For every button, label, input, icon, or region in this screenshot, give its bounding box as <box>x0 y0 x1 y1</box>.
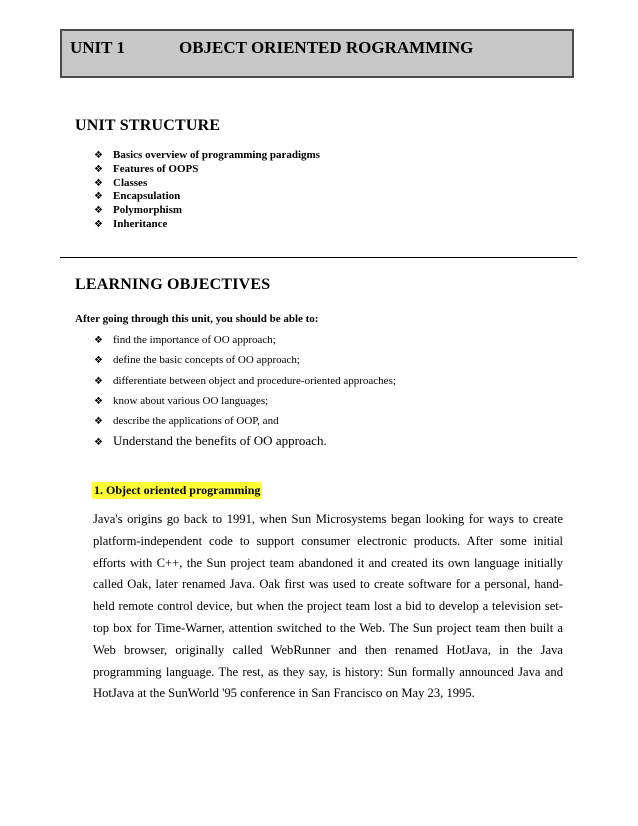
section-divider <box>60 257 577 258</box>
learning-objectives-list <box>94 332 396 454</box>
unit-number: UNIT 1 <box>70 38 125 57</box>
four-diamond-bullet-icon: ❖ <box>94 177 103 189</box>
list-item: ❖ Encapsulation <box>94 190 181 203</box>
four-diamond-bullet-icon: ❖ <box>94 395 103 407</box>
list-item: ❖ know about various OO languages; <box>94 393 396 413</box>
list-item: ❖ Inheritance <box>94 217 168 230</box>
four-diamond-bullet-icon: ❖ <box>94 375 103 387</box>
list-item: ❖ describe the applications of OOP, and <box>94 413 396 433</box>
unit-title: OBJECT ORIENTED ROGRAMMING <box>179 38 474 57</box>
list-item: ❖ Basics overview of programming paradigms <box>94 149 320 161</box>
four-diamond-bullet-icon: ❖ <box>94 355 103 367</box>
four-diamond-bullet-icon: ❖ <box>94 335 103 346</box>
four-diamond-bullet-icon: ❖ <box>94 150 103 161</box>
section-title-highlighted: 1. Object oriented programming <box>94 483 261 497</box>
learning-objectives-heading: LEARNING OBJECTIVES <box>75 276 271 293</box>
list-item: ❖ define the basic concepts of OO approach; <box>94 352 396 372</box>
four-diamond-bullet-icon: ❖ <box>94 416 103 428</box>
body-paragraph: Java's origins go back to 1991, when Sun Microsystems began looking for ways to create platform-independent code to support consumer electronic products. After some initial efforts with C++, the Sun project team abandoned it and created its own language initially called Oak, later renamed Java. Oak first was used to create software for a personal, hand-held remote control device, but when the project team lost a bid to develop a television set-top box for Time-Warner, attention switched to the Web. The Sun project team then built a Web browser, originally called WebRunner and then renamed HotJava, in the Java programming language. The rest, as they say, is history: Sun formally announced Java and HotJava at the SunWorld '95 conference in San Francisco on May 23, 1995. <box>93 512 563 701</box>
list-item: ❖ differentiate between object and procedure-oriented approaches; <box>94 373 396 393</box>
four-diamond-bullet-icon: ❖ <box>94 163 103 175</box>
list-item: ❖ Classes <box>94 176 148 189</box>
list-item: ❖ Polymorphism <box>94 204 183 217</box>
four-diamond-bullet-icon: ❖ <box>94 218 103 230</box>
unit-structure-heading: UNIT STRUCTURE <box>75 117 221 134</box>
list-item: ❖ Understand the benefits of OO approach. <box>94 433 396 453</box>
unit-structure-list <box>94 149 320 232</box>
four-diamond-bullet-icon: ❖ <box>94 437 103 449</box>
list-item: ❖ find the importance of OO approach; <box>94 332 396 352</box>
objectives-intro: After going through this unit, you should be able to: <box>75 313 319 325</box>
four-diamond-bullet-icon: ❖ <box>94 191 103 203</box>
unit-header-box <box>60 29 574 78</box>
list-item: ❖ Features of OOPS <box>94 162 199 175</box>
four-diamond-bullet-icon: ❖ <box>94 205 103 217</box>
